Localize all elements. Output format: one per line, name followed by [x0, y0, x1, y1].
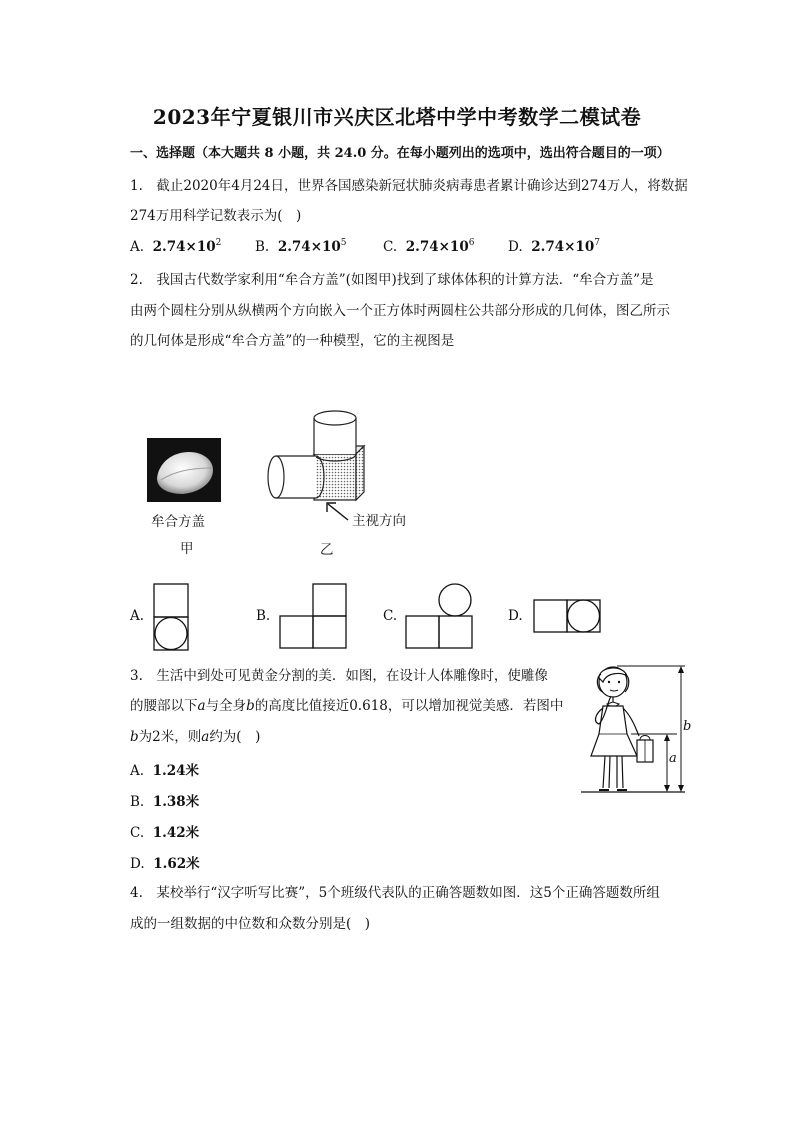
page-title: 2023年宁夏银川市兴庆区北塔中学中考数学二模试卷 — [152, 105, 642, 129]
statue-label-a: a — [669, 751, 677, 766]
q1-option-a[interactable]: A. $2.74\times 10^2$ — [130, 238, 222, 255]
q3-option-d[interactable]: D. 1.62米 — [130, 856, 200, 872]
section-heading: 一、选择题（本大题共 8 小题，共 24.0 分。在每小题列出的选项中，选出符合题目的一项） — [130, 146, 670, 161]
q3-option-b[interactable]: B. 1.38米 — [130, 794, 200, 810]
q1-option-d[interactable]: D. $2.74\times 10^7$ — [508, 238, 600, 255]
q2-stem-line1: 2. 我国古代数学家利用“牟合方盖”(如图甲)找到了球体体积的计算方法．“牟合方盖”是 — [130, 272, 654, 288]
q4-stem-line2: 成的一组数据的中位数和众数分别是( ) — [130, 916, 371, 932]
statue-label-b: b — [683, 719, 692, 734]
mouhe-fanggai-photo — [147, 438, 221, 502]
q3-option-c[interactable]: C. 1.42米 — [130, 825, 200, 841]
q2-option-b-drawing[interactable] — [279, 583, 347, 649]
q1-stem-line2: 274万用科学记数表示为( ) — [130, 208, 302, 224]
q2-option-d-drawing[interactable] — [533, 599, 601, 633]
fig-jia-label: 甲 — [180, 541, 194, 557]
q4-stem-line1: 4. 某校举行“汉字听写比赛”，5个班级代表队的正确答题数如图．这5个正确答题数所组 — [130, 885, 660, 901]
mouhe-fanggai-shape-icon — [147, 438, 221, 502]
q2-stem-line3: 的几何体是形成“牟合方盖”的一种模型，它的主视图是 — [130, 333, 455, 349]
view-direction-label: 主视方向 — [352, 513, 406, 529]
q1-option-c[interactable]: C. $2.74\times 10^6$ — [383, 238, 475, 255]
q2-stem-line2: 由两个圆柱分别从纵横两个方向嵌入一个正方体时两圆柱公共部分形成的几何体，图乙所示 — [130, 303, 670, 319]
q2-option-d-label[interactable]: D. — [508, 608, 523, 624]
q3-stem-line2: 的腰部以下a与全身b的高度比值接近0.618，可以增加视觉美感．若图中 — [130, 698, 564, 714]
q2-option-a-label[interactable]: A. — [130, 608, 145, 624]
q2-option-c-drawing[interactable] — [405, 583, 473, 649]
statue-figure — [577, 660, 695, 800]
q3-stem-line3: b为2米，则a约为( ) — [130, 729, 261, 745]
q1-stem-line1: 1. 截止2020年4月24日，世界各国感染新冠状肺炎病毒患者累计确诊达到274万人，将数据 — [130, 178, 688, 194]
q3-option-a[interactable]: A. 1.24米 — [130, 763, 200, 779]
q2-option-a-drawing[interactable] — [153, 583, 189, 651]
view-direction-arrow-icon — [322, 500, 352, 524]
fig-jia-caption: 牟合方盖 — [151, 514, 205, 530]
q2-option-c-label[interactable]: C. — [383, 608, 398, 624]
fig-yi-label: 乙 — [320, 542, 334, 558]
q3-stem-line1: 3. 生活中到处可见黄金分割的美．如图，在设计人体雕像时，使雕像 — [130, 668, 548, 684]
cube-cylinders-figure — [262, 408, 372, 504]
q2-option-b-label[interactable]: B. — [256, 608, 271, 624]
q1-option-b[interactable]: B. $2.74\times 10^5$ — [255, 238, 347, 255]
